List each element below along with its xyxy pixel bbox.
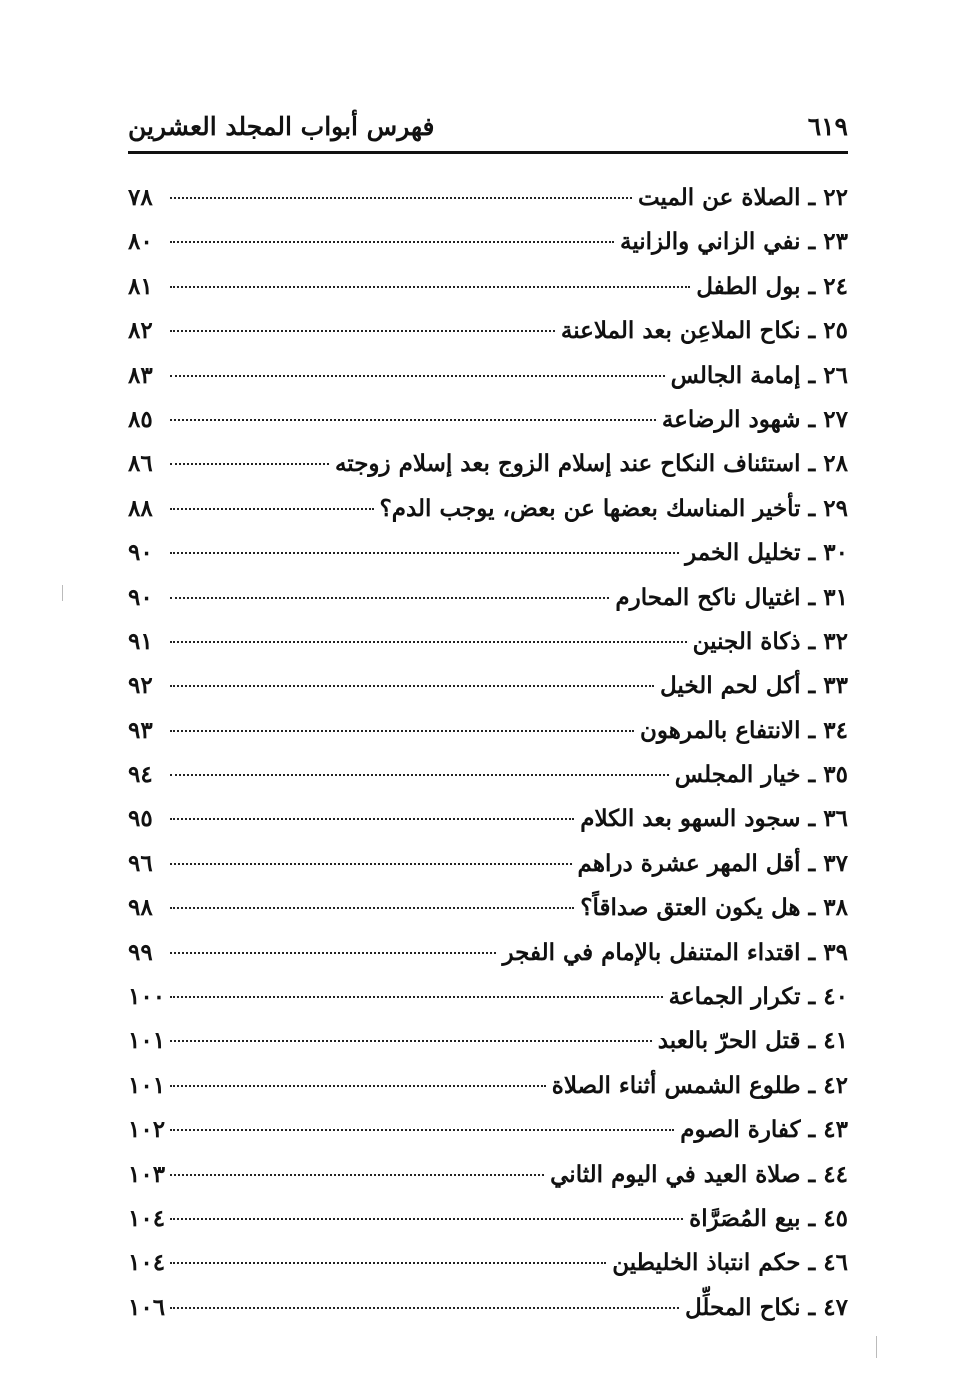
entry-title: ٣٣ ـ أكل لحم الخيل <box>659 672 848 700</box>
entry-page-number: ٩٨ <box>128 894 153 922</box>
toc-entry <box>128 176 848 220</box>
entry-title: ٢٣ ـ نفي الزاني والزانية <box>619 228 848 256</box>
toc-entry <box>128 931 848 975</box>
entry-page-number: ٩٤ <box>128 761 153 789</box>
entry-title: ٣٠ ـ تخليل الخمر <box>685 539 848 567</box>
entry-page-number: ٩٠ <box>128 583 153 611</box>
entry-title: ٢٧ ـ شهود الرضاعة <box>661 405 848 433</box>
entry-title: ٣١ ـ اغتيال ناكح المحارم <box>615 583 848 611</box>
entry-title: ٢٦ ـ إمامة الجالس <box>670 361 848 389</box>
dot-leader <box>170 730 634 732</box>
toc-entry <box>128 620 848 664</box>
entry-page-number: ٨٦ <box>128 450 153 478</box>
margin-mark <box>876 1336 877 1358</box>
entry-title: ٤٢ ـ طلوع الشمس أثناء الصلاة <box>551 1071 848 1099</box>
dot-leader <box>170 1129 674 1131</box>
toc-entry <box>128 1153 848 1197</box>
entry-title: ٣٥ ـ خيار المجلس <box>674 761 848 789</box>
entry-title: ٤٥ ـ بيع المُصَرَّاة <box>689 1204 848 1232</box>
toc-entry <box>128 753 848 797</box>
toc-entry <box>128 886 848 930</box>
toc-entry <box>128 1197 848 1241</box>
dot-leader <box>170 463 329 465</box>
dot-leader <box>170 1040 652 1042</box>
entry-page-number: ٨٢ <box>128 317 153 345</box>
header-page-number: ٦١٩ <box>807 111 848 141</box>
entry-title: ٣٧ ـ أقل المهر عشرة دراهم <box>577 849 848 877</box>
dot-leader <box>170 774 669 776</box>
toc-entry <box>128 709 848 753</box>
entry-page-number: ٩٢ <box>128 672 153 700</box>
dot-leader <box>170 375 665 377</box>
entry-page-number: ٨٠ <box>128 228 153 256</box>
dot-leader <box>170 419 656 421</box>
dot-leader <box>170 996 663 998</box>
entry-page-number: ٩٥ <box>128 805 153 833</box>
entry-title: ٣٩ ـ اقتداء المتنفل بالإمام في الفجر <box>502 938 848 966</box>
toc-entry <box>128 487 848 531</box>
table-of-contents <box>128 176 848 1330</box>
entry-title: ٢٢ ـ الصلاة عن الميت <box>637 184 848 211</box>
entry-title: ٤٠ ـ تكرار الجماعة <box>668 983 848 1011</box>
entry-title: ٣٤ ـ الانتفاع بالمرهون <box>640 716 848 744</box>
toc-entry <box>128 975 848 1019</box>
entry-page-number: ١٠٢ <box>128 1116 166 1144</box>
header-title: فهرس أبواب المجلد العشرين <box>128 111 435 141</box>
entry-title: ٤٧ ـ نكاح المحلِّل <box>684 1293 848 1321</box>
toc-entry <box>128 220 848 264</box>
toc-entry <box>128 1064 848 1108</box>
dot-leader <box>170 1307 679 1309</box>
dot-leader <box>170 552 679 554</box>
entry-page-number: ٩٣ <box>128 716 153 744</box>
entry-title: ٤١ ـ قتل الحرّ بالعبد <box>657 1027 848 1055</box>
entry-page-number: ٩٠ <box>128 539 153 567</box>
entry-page-number: ٩١ <box>128 627 153 655</box>
entry-page-number: ٨٥ <box>128 405 153 433</box>
toc-entry <box>128 1019 848 1063</box>
entry-title: ٢٩ ـ تأخير المناسك بعضها عن بعض، يوجب الدم؟ <box>379 494 848 522</box>
entry-page-number: ١٠٤ <box>128 1249 166 1277</box>
toc-entry <box>128 842 848 886</box>
entry-page-number: ١٠٣ <box>128 1160 166 1188</box>
toc-entry <box>128 1108 848 1152</box>
entry-title: ٣٦ ـ سجود السهو بعد الكلام <box>580 805 848 833</box>
dot-leader <box>170 197 632 199</box>
entry-title: ٤٤ ـ صلاة العيد في اليوم الثاني <box>550 1160 848 1188</box>
toc-entry <box>128 531 848 575</box>
dot-leader <box>170 286 690 288</box>
entry-title: ٢٥ ـ نكاح الملاعِن بعد الملاعنة <box>560 317 848 345</box>
toc-entry <box>128 442 848 486</box>
dot-leader <box>170 685 654 687</box>
dot-leader <box>170 241 614 243</box>
entry-page-number: ١٠٤ <box>128 1204 166 1232</box>
toc-entry <box>128 576 848 620</box>
toc-entry <box>128 398 848 442</box>
toc-entry <box>128 309 848 353</box>
entry-page-number: ٧٨ <box>128 184 153 211</box>
dot-leader <box>170 508 374 510</box>
entry-page-number: ٨٨ <box>128 494 153 522</box>
dot-leader <box>170 1174 544 1176</box>
toc-entry <box>128 1241 848 1285</box>
entry-page-number: ١٠٦ <box>128 1293 166 1321</box>
entry-page-number: ٩٦ <box>128 849 153 877</box>
dot-leader <box>170 1085 546 1087</box>
entry-page-number: ١٠٠ <box>128 983 166 1011</box>
dot-leader <box>170 597 609 599</box>
entry-title: ٤٦ ـ حكم انتباذ الخليطين <box>612 1249 848 1277</box>
entry-page-number: ١٠١ <box>128 1071 166 1099</box>
toc-entry <box>128 797 848 841</box>
toc-entry <box>128 354 848 398</box>
margin-mark <box>62 585 63 601</box>
dot-leader <box>170 330 555 332</box>
entry-title: ٢٨ ـ استئناف النكاح عند إسلام الزوج بعد إسلام زوجته <box>334 450 848 478</box>
dot-leader <box>170 952 496 954</box>
header-rule <box>128 151 848 154</box>
entry-page-number: ١٠١ <box>128 1027 166 1055</box>
dot-leader <box>170 863 572 865</box>
toc-entry <box>128 664 848 708</box>
toc-entry <box>128 1286 848 1330</box>
dot-leader <box>170 1262 606 1264</box>
entry-title: ٣٨ ـ هل يكون العتق صداقاً؟ <box>580 894 848 922</box>
entry-page-number: ٨١ <box>128 272 153 300</box>
dot-leader <box>170 641 687 643</box>
toc-entry <box>128 265 848 309</box>
dot-leader <box>170 818 574 820</box>
entry-title: ٢٤ ـ بول الطفل <box>696 272 848 300</box>
running-header <box>128 104 848 148</box>
dot-leader <box>170 907 574 909</box>
dot-leader <box>170 1218 683 1220</box>
entry-title: ٣٢ ـ ذكاة الجنين <box>692 627 848 655</box>
entry-page-number: ٩٩ <box>128 938 153 966</box>
entry-page-number: ٨٣ <box>128 361 153 389</box>
entry-title: ٤٣ ـ كفارة الصوم <box>680 1116 848 1144</box>
